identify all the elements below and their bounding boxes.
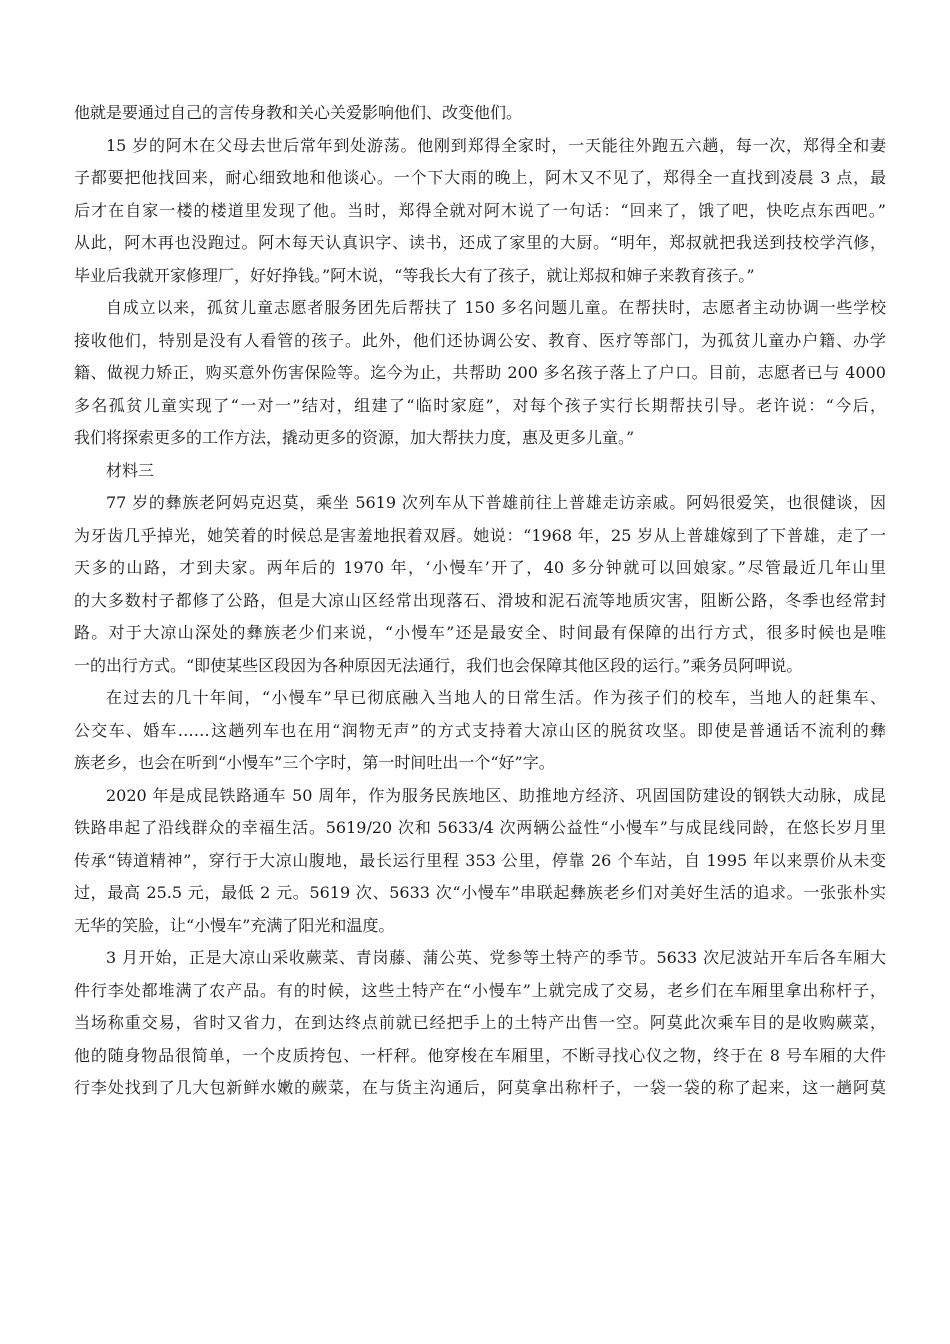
text-line: 公交车、婚车……这趟列车也在用“润物无声”的方式支持着大凉山区的脱贫攻坚。即使是普通话不流利的彝 bbox=[74, 720, 886, 740]
text-line: 后才在自家一楼的楼道里发现了他。当时，郑得全就对阿木说了一句话：“回来了，饿了吧，快吃点东西吧。” bbox=[74, 200, 886, 220]
text-line: 毕业后我就开家修理厂，好好挣钱。”阿木说，“等我长大有了孩子，就让郑叔和婶子来教育孩子。” bbox=[74, 265, 755, 285]
text-line: 多名孤贫儿童实现了“一对一”结对，组建了“临时家庭”，对每个孩子实行长期帮扶引导。老许说：“今后， bbox=[74, 395, 886, 415]
paragraph-volunteers bbox=[74, 292, 886, 455]
text-line: 传承“铸道精神”，穿行于大凉山腹地，最长运行里程 353 公里，停靠 26 个车站，自 1995 年以来票价从未变 bbox=[74, 850, 886, 870]
continuation-paragraph bbox=[74, 97, 886, 130]
text-line: 无华的笑脸，让“小慢车”充满了阳光和温度。 bbox=[74, 915, 395, 935]
text-line: 我们将探索更多的工作方法，撬动更多的资源，加大帮扶力度，惠及更多儿童。” bbox=[74, 428, 635, 447]
text-line: 在过去的几十年间，“小慢车”早已彻底融入当地人的日常生活。作为孩子们的校车，当地人的赶集车、 bbox=[106, 688, 886, 707]
text-line: 从此，阿木再也没跑过。阿木每天认真识字、读书，还成了家里的大厨。“明年，郑叔就把我送到技校学汽修， bbox=[74, 233, 886, 252]
text-line: 族老乡，也会在听到“小慢车”三个字时，第一时间吐出一个“好”字。 bbox=[74, 753, 555, 772]
text-line: 件行李处都堆满了农产品。有的时候，这些土特产在“小慢车”上就完成了交易，老乡们在车厢里拿出称杆子， bbox=[74, 980, 886, 1000]
text-line: 为牙齿几乎掉光，她笑着的时候总是害羞地抿着双唇。她说：“1968 年，25 岁从上普雄嫁到了下普雄，走了一 bbox=[74, 525, 886, 545]
text-line: 籍、做视力矫正，购买意外伤害保险等。迄今为止，共帮助 200 多名孩子落上了户口。目前，志愿者已与 4000 bbox=[74, 363, 886, 382]
paragraph-railway-anniversary bbox=[74, 780, 886, 943]
text-line: 行李处找到了几大包新鲜水嫩的蕨菜，在与货主沟通后，阿莫拿出称杆子，一袋一袋的称了起来，这一趟阿莫 bbox=[74, 1078, 886, 1097]
paragraph-amu bbox=[74, 130, 886, 293]
text-line: 他就是要通过自己的言传身教和关心关爱影响他们、改变他们。 bbox=[74, 103, 523, 122]
text-line: 接收他们，特别是没有人看管的孩子。此外，他们还协调公安、教育、医疗等部门，为孤贫儿童办户籍、办学 bbox=[74, 330, 886, 350]
text-line: 15 岁的阿木在父母去世后常年到处游荡。他刚到郑得全家时，一天能往外跑五六趟，每一次，郑得全和妻 bbox=[106, 135, 886, 155]
section-heading: 材料三 bbox=[106, 460, 155, 480]
paragraph-daily-life bbox=[74, 682, 886, 780]
text-line: 77 岁的彝族老阿妈克迟莫，乘坐 5619 次列车从下普雄前往上普雄走访亲戚。阿妈很爱笑，也很健谈，因 bbox=[106, 493, 886, 512]
text-line: 他的随身物品很简单，一个皮质挎包、一杆秤。他穿梭在车厢里，不断寻找心仪之物，终于在 8 号车厢的大件 bbox=[74, 1045, 886, 1065]
text-line: 子都要把他找回来，耐心细致地和他谈心。一个下大雨的晚上，阿木又不见了，郑得全一直找到凌晨 3 点，最 bbox=[74, 168, 886, 187]
text-line: 自成立以来，孤贫儿童志愿者服务团先后帮扶了 150 多名问题儿童。在帮扶时，志愿者主动协调一些学校 bbox=[106, 298, 886, 317]
paragraph-local-produce bbox=[74, 942, 886, 1105]
text-line: 的大多数村子都修了公路，但是大凉山区经常出现落石、滑坡和泥石流等地质灾害，阻断公路，冬季也经常封 bbox=[74, 590, 886, 610]
paragraph-grandmother bbox=[74, 487, 886, 682]
text-line: 过，最高 25.5 元，最低 2 元。5619 次、5633 次“小慢车”串联起彝族老乡们对美好生活的追求。一张张朴实 bbox=[74, 883, 886, 902]
text-line: 天多的山路，才到夫家。两年后的 1970 年，‘小慢车’开了，40 多分钟就可以回娘家。”尽管最近几年山里 bbox=[74, 558, 886, 577]
document-body bbox=[74, 97, 886, 1105]
text-line: 2020 年是成昆铁路通车 50 周年，作为服务民族地区、助推地方经济、巩固国防建设的钢铁大动脉，成昆 bbox=[106, 785, 886, 805]
text-line: 当场称重交易，省时又省力，在到达终点前就已经把手上的土特产出售一空。阿莫此次乘车目的是收购蕨菜， bbox=[74, 1013, 886, 1032]
text-line: 一的出行方式。“即使某些区段因为各种原因无法通行，我们也会保障其他区段的运行。”乘务员阿呷说。 bbox=[74, 655, 803, 675]
text-line: 铁路串起了沿线群众的幸福生活。5619/20 次和 5633/4 次两辆公益性“小慢车”与成昆线同龄，在悠长岁月里 bbox=[74, 818, 886, 837]
text-line: 路。对于大凉山深处的彝族老少们来说，“小慢车”还是最安全、时间最有保障的出行方式，很多时候也是唯 bbox=[74, 623, 886, 642]
text-line: 3 月开始，正是大凉山采收蕨菜、青岗藤、蒲公英、党参等土特产的季节。5633 次尼波站开车后各车厢大 bbox=[106, 948, 886, 967]
